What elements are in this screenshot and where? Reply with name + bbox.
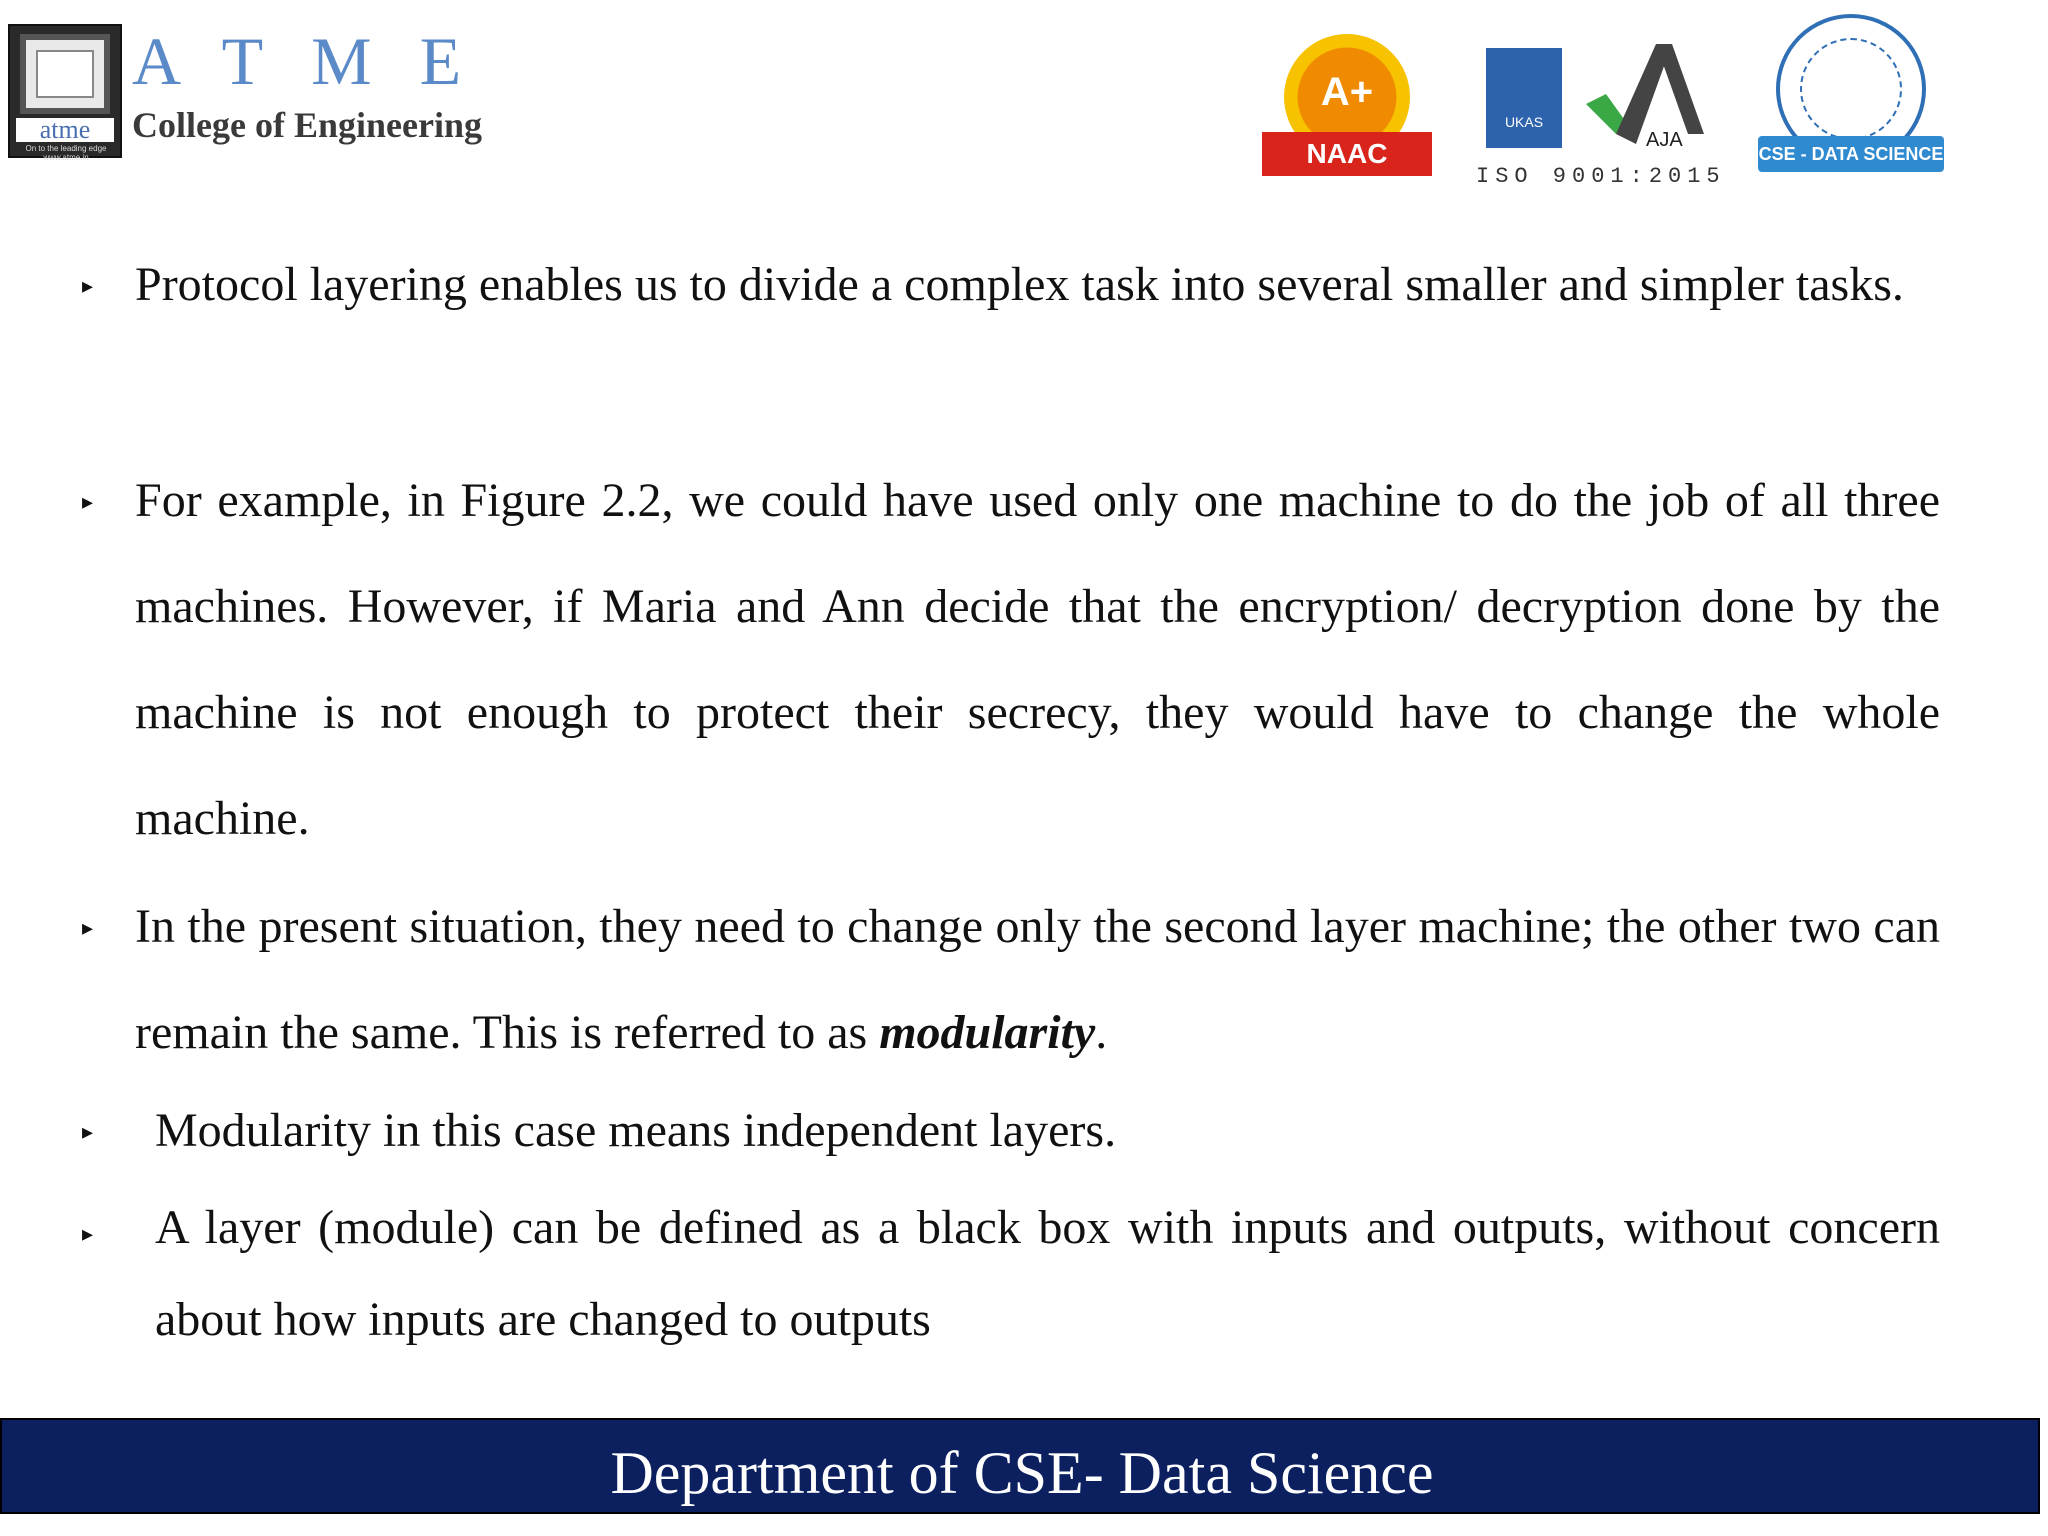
bullet-icon: ▸ [82,1222,94,1247]
ukas-logo [1486,48,1562,148]
college-logo [8,24,122,162]
aja-label: AJA [1646,129,1683,151]
ukas-label: UKAS [1504,114,1544,130]
logo-tagline: On to the leading edge www.atme.in [25,144,107,162]
cse-data-science-seal [1758,14,1944,190]
naac-badge [1262,28,1432,188]
naac-grade: A+ [1320,70,1374,114]
slide-header [0,0,2048,200]
bullet-icon: ▸ [82,490,94,515]
bullet-icon: ▸ [82,1120,94,1145]
bullet-text-3-lead: In the present situation, they need to change only the second layer machine; the other two can remain the same. This is referred to as [135,900,1940,1059]
naac-label: NAAC [1262,132,1432,176]
aja-check-icon [1576,34,1706,154]
bullet-text-1: Protocol layering enables us to divide a complex task into several smaller and simpler tasks. [135,258,1904,311]
department-footer [0,1418,2040,1514]
logo-frame-icon [20,34,110,114]
bullet-text-2: For example, in Figure 2.2, we could have used only one machine to do the job of all three machines. However, if Maria and Ann decide that the encryption/ decryption done by the machine is not enough to protect their secrecy, they would have to change the whole machine. [135,474,1940,845]
college-subtitle: College of Engineering [132,105,482,145]
bullet-icon: ▸ [82,274,94,299]
bullet-icon: ▸ [82,916,94,941]
modularity-term: modularity [879,1006,1096,1059]
bullet-text-5: A layer (module) can be defined as a black box with inputs and outputs, without concern about how inputs are changed to outputs [155,1201,1940,1346]
bullet-text-3 [135,874,1940,1086]
iso-label: ISO 9001:2015 [1476,164,1726,189]
atom-icon [1800,38,1902,140]
logo-wordmark: atme [16,118,114,142]
college-name: ATME [132,23,510,99]
seal-label: CSE - DATA SCIENCE [1758,136,1944,172]
bullet-text-3-tail: . [1095,1006,1108,1059]
iso-certification [1476,30,1726,190]
bullet-text-4: Modularity in this case means independent layers. [155,1104,1117,1157]
department-name: Department of CSE- Data Science [610,1440,1434,1506]
